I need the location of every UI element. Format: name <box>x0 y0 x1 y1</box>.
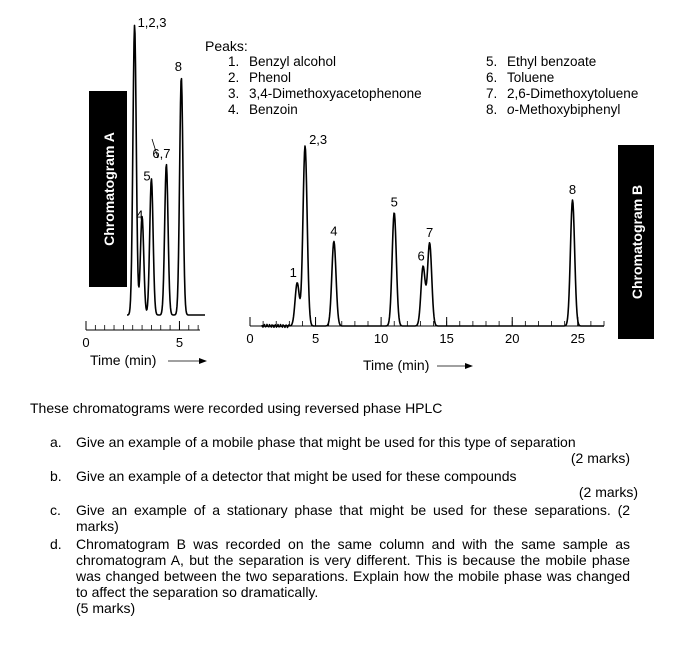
chromatogram-a <box>82 15 207 368</box>
question-letter: c. <box>50 502 61 518</box>
chromatogram-b <box>246 132 654 373</box>
peak-legend-item: 2. Phenol <box>228 70 292 85</box>
x-axis-tick-label: 15 <box>439 331 454 346</box>
peak-label: 6 <box>417 248 425 264</box>
x-axis-tick-label: 0 <box>246 331 254 346</box>
peaks-legend-list-right <box>486 54 638 118</box>
chromatogram-b-arrow <box>437 363 473 369</box>
peaks-legend-list-left <box>228 54 422 118</box>
chromatogram-a-peak-labels <box>136 15 182 222</box>
x-axis-tick-label: 25 <box>570 331 586 346</box>
peak-legend-item: 6. Toluene <box>486 70 555 85</box>
peak-legend-item: 8. o-Methoxybiphenyl <box>486 102 621 117</box>
question-text: Give an example of a stationary phase that might be used for these separations. (2 marks) <box>76 502 631 534</box>
question-marks: (2 marks) <box>76 502 631 534</box>
x-axis-tick-label: 20 <box>504 331 520 346</box>
x-axis-tick-label: 10 <box>373 331 389 346</box>
peak-legend-item: 5. Ethyl benzoate <box>486 54 597 69</box>
question-b <box>50 468 638 500</box>
x-axis-tick-label: 0 <box>82 335 90 350</box>
question-letter: d. <box>50 536 62 552</box>
peak-label: 4 <box>330 223 338 239</box>
peak-label: 8 <box>174 59 182 75</box>
peak-label: 5 <box>390 194 398 210</box>
peak-label: 7 <box>426 225 434 241</box>
question-intro: These chromatograms were recorded using reversed phase HPLC <box>30 400 443 416</box>
question-marks: (5 marks) <box>76 600 136 616</box>
chromatogram-b-xlabel: Time (min) <box>363 357 430 373</box>
peak-label: 1 <box>289 264 297 280</box>
peak-label: 2,3 <box>309 132 328 147</box>
x-axis-tick-label: 5 <box>311 331 320 346</box>
peak-legend-item: 1. Benzyl alcohol <box>228 54 337 69</box>
question-a <box>50 434 630 466</box>
question-marks: (2 marks) <box>578 484 638 500</box>
chromatogram-b-x-axis <box>246 317 604 346</box>
chromatogram-a-arrow <box>168 358 207 364</box>
chromatogram-a-x-axis <box>82 321 200 350</box>
peak-label: 5 <box>143 168 151 184</box>
question-letter: b. <box>50 468 62 484</box>
question-c <box>50 502 630 534</box>
question-text: Chromatogram B was recorded on the same column and with the same sample as chromatogram A, but the separation is very different. This is because the mobile phase was changed between the two separations. Explain how the mobile phase was changed to affect the separation so dramatically. (5 marks) <box>76 536 630 616</box>
question-letter: a. <box>50 434 62 450</box>
chromatogram-a-title: Chromatogram A <box>101 132 117 246</box>
chromatogram-b-title: Chromatogram B <box>629 184 645 300</box>
peak-legend-item: 3. 3,4-Dimethoxyacetophenone <box>228 86 422 101</box>
chromatogram-a-trace <box>127 25 205 315</box>
question-text: Give an example of a mobile phase that might be used for this type of separation (2 marks) <box>76 434 630 466</box>
x-axis-tick-label: 5 <box>175 335 184 350</box>
question-text: Give an example of a detector that might be used for these compounds (2 marks) <box>76 468 638 500</box>
peak-label: 4 <box>136 207 144 223</box>
question-marks: (2 marks) <box>570 450 630 466</box>
peak-legend-item: 7. 2,6-Dimethoxytoluene <box>486 86 639 101</box>
peaks-legend-title: Peaks: <box>205 38 248 54</box>
peak-label: 6,7 <box>152 146 171 162</box>
question-list <box>50 434 638 618</box>
peak-label: 1,2,3 <box>137 15 167 30</box>
peak-legend-item: 4. Benzoin <box>228 102 298 117</box>
peak-8-name: o-Methoxybiphenyl <box>507 102 621 117</box>
chromatogram-a-xlabel: Time (min) <box>90 352 157 368</box>
question-d <box>50 536 630 616</box>
peak-label: 8 <box>568 182 577 197</box>
